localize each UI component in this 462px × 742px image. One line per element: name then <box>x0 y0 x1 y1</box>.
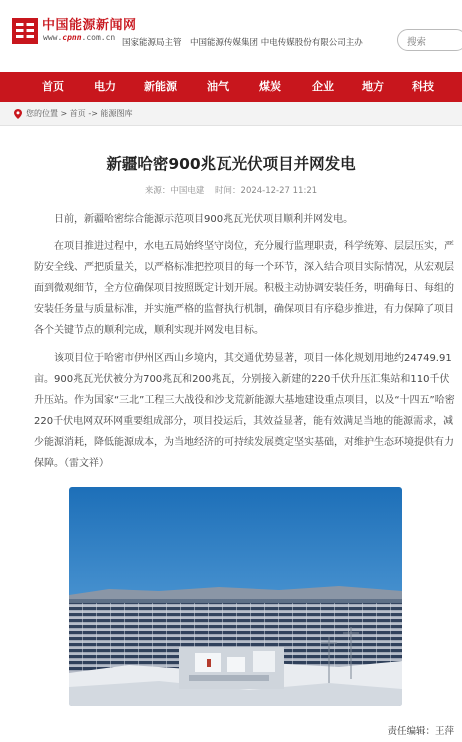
site-url <box>43 33 115 42</box>
nav-item-new-energy[interactable]: 新能源 <box>144 80 177 93</box>
nav-item-local[interactable]: 地方 <box>362 80 384 93</box>
nav-item-power[interactable]: 电力 <box>94 80 116 93</box>
location-pin-icon <box>14 109 22 119</box>
nav-item-coal[interactable]: 煤炭 <box>259 80 281 93</box>
article-title: 新疆哈密900兆瓦光伏项目并网发电 <box>106 155 356 173</box>
article-source: 来源：中国电建 <box>144 186 205 196</box>
site-url-suffix: .com.cn <box>81 33 116 42</box>
site-logo-icon[interactable] <box>12 18 38 44</box>
site-header <box>0 0 462 72</box>
search-input[interactable] <box>398 33 458 53</box>
nav-item-tech[interactable]: 科技 <box>412 80 434 93</box>
solar-farm-photo <box>69 487 402 706</box>
article-time: 时间：2024-12-27 11:21 <box>215 186 318 196</box>
article-paragraph: 日前，新疆哈密综合能源示范项目900兆瓦光伏项目顺利并网发电。 <box>54 214 354 225</box>
sponsor-text: 国家能源局主管 中国能源传媒集团 中电传媒股份有限公司主办 <box>122 38 363 48</box>
nav-item-enterprise[interactable]: 企业 <box>312 80 334 93</box>
site-title[interactable]: 中国能源新闻网 <box>42 18 137 33</box>
article-paragraph: 在项目推进过程中，水电五局始终坚守岗位，充分履行监理职责，科学统筹、层层压实，严防安全线、严把质量关，以严格标准把控项目的每一个环节，深入结合项目实际情况，从宏观层面到微观细节，全方位确保项目按照既定计划开展。积极主动协调安装任务，明确每日、每组的安装任务量与质量标准，并实施严格的监督执行机制，确保项目有序稳步推进，有力保障了项目各个关键节点的顺利完成，顺利实现并网发电目标。 <box>34 241 454 336</box>
site-url-brand: cpnn <box>62 33 82 42</box>
search-box[interactable] <box>397 29 462 51</box>
nav-item-home[interactable]: 首页 <box>42 80 64 93</box>
breadcrumb-text[interactable]: 您的位置 > 首页 -> 能源图库 <box>26 109 133 118</box>
main-nav <box>0 72 462 102</box>
nav-item-oil-gas[interactable]: 油气 <box>207 80 229 93</box>
breadcrumb <box>0 102 462 126</box>
editor-credit: 责任编辑：王萍 <box>387 726 454 737</box>
site-url-prefix: www. <box>43 33 63 42</box>
article-paragraph: 该项目位于哈密市伊州区西山乡境内，其交通优势显著，项目一体化规划用地约24749.91亩。900兆瓦光伏被分为700兆瓦和200兆瓦，分别接入新建的220千伏升压汇集站和110千伏升压站。作为国家“三北”工程三大战役和沙戈荒新能源大基地建设重点项目，以及“十四五”哈密220千伏电网双环网重要组成部分，项目投运后，其效益显著，能有效满足当地的能源需求，减少能源消耗，降低能源成本，为当地经济的可持续发展奠定坚实基础，对维护生态环境提供有力保障。（雷文祥） <box>34 353 455 469</box>
article-meta <box>0 184 462 196</box>
